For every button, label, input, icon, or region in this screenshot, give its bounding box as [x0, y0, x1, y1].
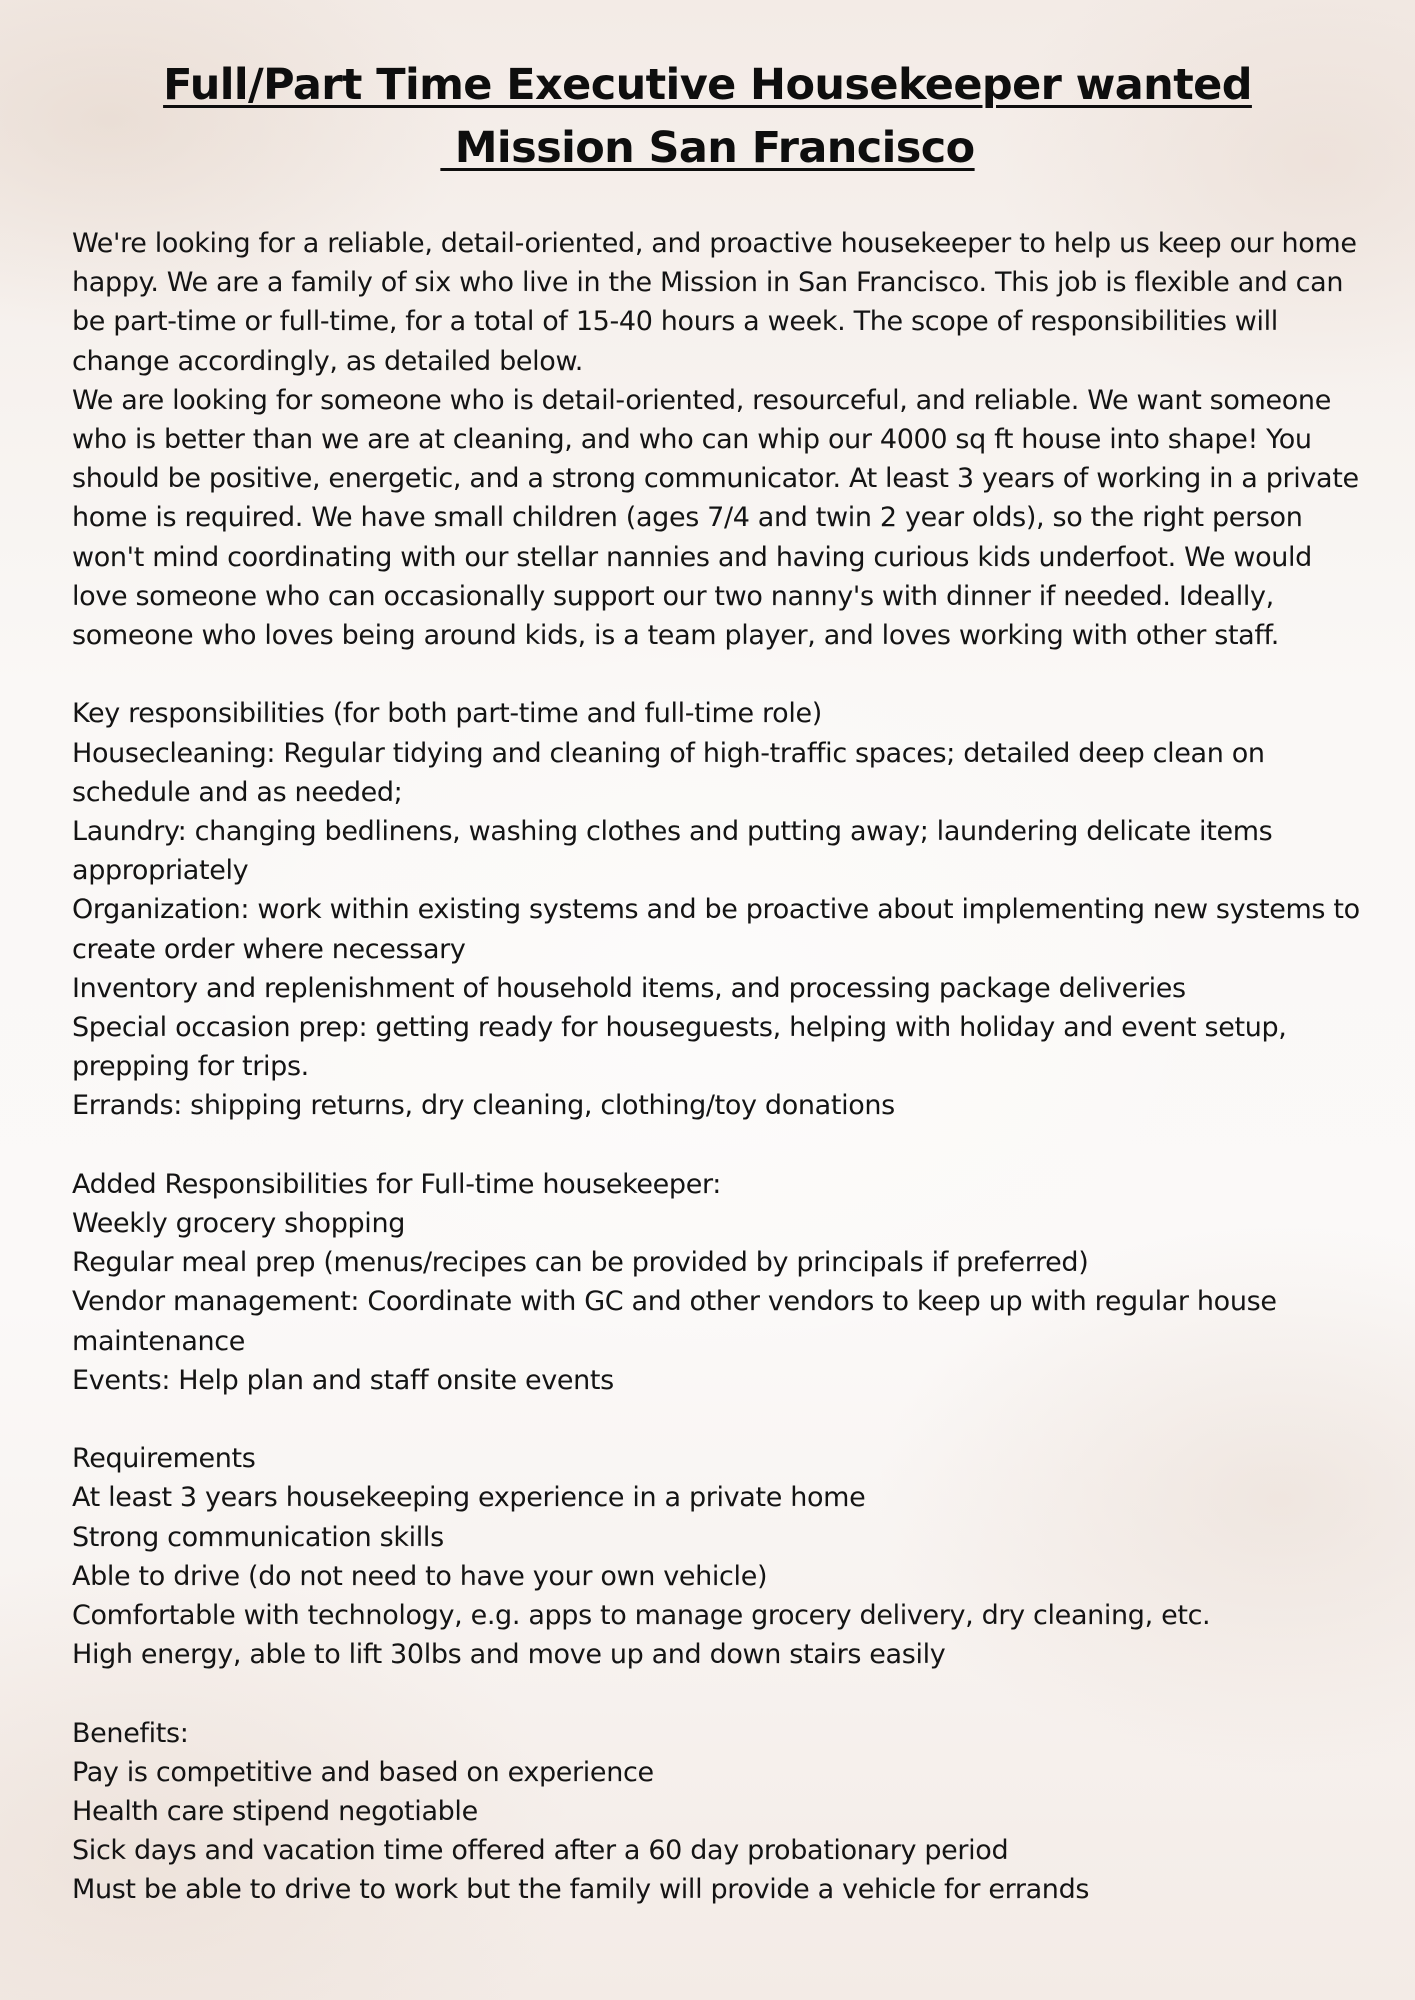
list-item: Vendor management: Coordinate with GC and other vendors to keep up with regular house maintenance: [72, 1286, 1277, 1357]
spacer: [72, 1400, 1362, 1439]
spacer: [72, 655, 1362, 694]
list-item: Organization: work within existing systems and be proactive about implementing new systems to create order where necessary: [72, 894, 1360, 965]
title-line-2: Mission San Francisco: [440, 123, 975, 173]
list-item: Events: Help plan and staff onsite events: [72, 1364, 614, 1396]
title-line-1: Full/Part Time Executive Housekeeper wanted: [163, 60, 1252, 110]
list-item: High energy, able to lift 30lbs and move up and down stairs easily: [72, 1639, 946, 1671]
list-item: Strong communication skills: [72, 1521, 444, 1553]
requirements-heading: Requirements: [72, 1443, 256, 1475]
list-item: Laundry: changing bedlinens, washing clothes and putting away; laundering delicate items appropriately: [72, 816, 1273, 887]
posting-body: [72, 224, 1362, 1910]
list-item: Able to drive (do not need to have your own vehicle): [72, 1560, 768, 1592]
intro-paragraph-1: We're looking for a reliable, detail-oriented, and proactive housekeeper to help us keep our home happy. We are a family of six who live in the Mission in San Francisco. This job is flexible and can be part-time or full-time, for a total of 15-40 hours a week. The scope of responsibilities will change accordingly, as detailed below.: [72, 228, 1357, 377]
list-item: Housecleaning: Regular tidying and cleaning of high-traffic spaces; detailed deep clean on schedule and as needed;: [72, 737, 1265, 808]
list-item: At least 3 years housekeeping experience in a private home: [72, 1482, 866, 1514]
spacer: [72, 1126, 1362, 1165]
intro-paragraph-2: We are looking for someone who is detail-oriented, resourceful, and reliable. We want someone who is better than we are at cleaning, and who can whip our 4000 sq ft house into shape! You should be positive, energetic, and a strong communicator. At least 3 years of working in a private home is required. We have small children (ages 7/4 and twin 2 year olds), so the right person won't mind coordinating with our stellar nannies and having curious kids underfoot. We would love someone who can occasionally support our two nanny's with dinner if needed. Ideally, someone who loves being around kids, is a team player, and loves working with other staff.: [72, 384, 1359, 652]
key-responsibilities-section: [72, 694, 1362, 1125]
list-item: Regular meal prep (menus/recipes can be provided by principals if preferred): [72, 1247, 1089, 1279]
spacer: [72, 1674, 1362, 1713]
list-item: Errands: shipping returns, dry cleaning, clothing/toy donations: [72, 1090, 895, 1122]
list-item: Must be able to drive to work but the family will provide a vehicle for errands: [72, 1874, 1090, 1906]
requirements-section: [72, 1439, 1362, 1674]
full-time-section: [72, 1165, 1362, 1400]
list-item: Sick days and vacation time offered after a 60 day probationary period: [72, 1835, 1009, 1867]
posting-title: [0, 54, 1415, 180]
list-item: Weekly grocery shopping: [72, 1208, 405, 1240]
list-item: Special occasion prep: getting ready for houseguests, helping with holiday and event setup, prepping for trips.: [72, 1012, 1287, 1083]
list-item: Pay is competitive and based on experience: [72, 1756, 654, 1788]
list-item: Health care stipend negotiable: [72, 1796, 478, 1828]
benefits-section: [72, 1714, 1362, 1910]
full-time-heading: Added Responsibilities for Full-time housekeeper:: [72, 1168, 722, 1200]
list-item: Comfortable with technology, e.g. apps to manage grocery delivery, dry cleaning, etc.: [72, 1600, 1211, 1632]
list-item: Inventory and replenishment of household items, and processing package deliveries: [72, 972, 1186, 1004]
benefits-heading: Benefits:: [72, 1717, 189, 1749]
key-responsibilities-heading: Key responsibilities (for both part-time and full-time role): [72, 698, 822, 730]
